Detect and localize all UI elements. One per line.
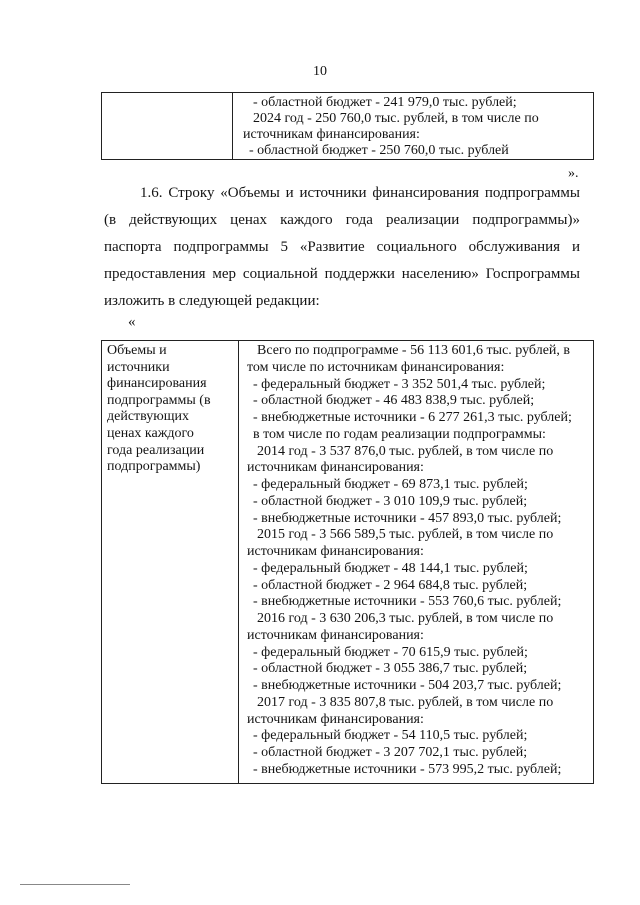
value-line: том числе по источникам финансирования:: [247, 359, 505, 375]
opening-quote: «: [128, 314, 136, 330]
value-line: - внебюджетные источники - 573 995,2 тыс. рублей;: [253, 761, 562, 777]
heading-line: действующих: [107, 409, 190, 425]
value-line: 2014 год - 3 537 876,0 тыс. рублей, в том числе по: [257, 443, 554, 459]
value-line: 2017 год - 3 835 807,8 тыс. рублей, в том числе по: [257, 694, 554, 710]
value-line: - федеральный бюджет - 54 110,5 тыс. рублей;: [253, 728, 528, 744]
value-line: - областной бюджет - 3 207 702,1 тыс. рублей;: [253, 745, 528, 760]
table-cell-left: [102, 93, 233, 160]
table-line: 2024 год - 250 760,0 тыс. рублей, в том числе по: [253, 111, 539, 126]
value-line: 2016 год - 3 630 206,3 тыс. рублей, в том числе по: [257, 611, 554, 626]
value-line: - внебюджетные источники - 553 760,6 тыс. рублей;: [253, 594, 562, 610]
heading-line: подпрограммы (в: [107, 392, 211, 408]
table-line: - областной бюджет - 241 979,0 тыс. рублей;: [253, 95, 517, 110]
value-line: 2015 год - 3 566 589,5 тыс. рублей, в том числе по: [257, 527, 554, 543]
heading-line: подпрограммы): [107, 459, 201, 475]
value-line: - внебюджетные источники - 504 203,7 тыс. рублей;: [253, 678, 562, 693]
value-line: - областной бюджет - 3 055 386,7 тыс. рублей;: [253, 661, 528, 677]
value-line: - областной бюджет - 2 964 684,8 тыс. рублей;: [253, 577, 528, 593]
value-line: - внебюджетные источники - 457 893,0 тыс. рублей;: [253, 510, 562, 526]
value-line: - федеральный бюджет - 70 615,9 тыс. рублей;: [253, 644, 528, 660]
closing-quote: ».: [568, 166, 579, 181]
page-number: 10: [313, 64, 327, 79]
value-line: источникам финансирования:: [247, 460, 424, 476]
financing-table: [101, 340, 594, 784]
heading-line: ценах каждого: [107, 425, 194, 441]
heading-line: источники: [107, 359, 170, 375]
table-cell-heading: [102, 341, 239, 784]
value-line: источникам финансирования:: [247, 627, 424, 643]
value-line: - областной бюджет - 3 010 109,9 тыс. рублей;: [253, 493, 528, 509]
table-row: [102, 93, 594, 160]
table-cell-values: [239, 341, 594, 784]
value-line: - внебюджетные источники - 6 277 261,3 тыс. рублей;: [253, 410, 572, 425]
value-line: - федеральный бюджет - 69 873,1 тыс. рублей;: [253, 477, 528, 492]
table-row: [102, 341, 594, 784]
value-line: источникам финансирования:: [247, 544, 424, 559]
heading-line: года реализации: [107, 442, 205, 458]
value-line: источникам финансирования:: [247, 711, 424, 727]
heading-line: Объемы и: [107, 343, 167, 358]
value-line: - федеральный бюджет - 48 144,1 тыс. рублей;: [253, 560, 528, 576]
heading-line: финансирования: [107, 376, 207, 392]
table-line: источникам финансирования:: [243, 127, 420, 142]
amendment-paragraph: 1.6. Строку «Объемы и источники финансирования подпрограммы (в действующих ценах каждого года реализации подпрограммы)» паспорта подпрограммы 5 «Развитие социального обслуживания и предоставления мер социальной поддержки населению» Госпрограммы изложить в следующей редакции:: [104, 185, 580, 309]
value-line: в том числе по годам реализации подпрограммы:: [253, 426, 546, 442]
footer-divider: [20, 884, 130, 885]
continued-table: [101, 92, 594, 160]
value-line: Всего по подпрограмме - 56 113 601,6 тыс. рублей, в: [257, 343, 571, 358]
table-cell-right: [233, 93, 594, 160]
table-line: - областной бюджет - 250 760,0 тыс. рублей: [249, 143, 509, 158]
value-line: - федеральный бюджет - 3 352 501,4 тыс. рублей;: [253, 376, 546, 392]
value-line: - областной бюджет - 46 483 838,9 тыс. рублей;: [253, 393, 535, 409]
